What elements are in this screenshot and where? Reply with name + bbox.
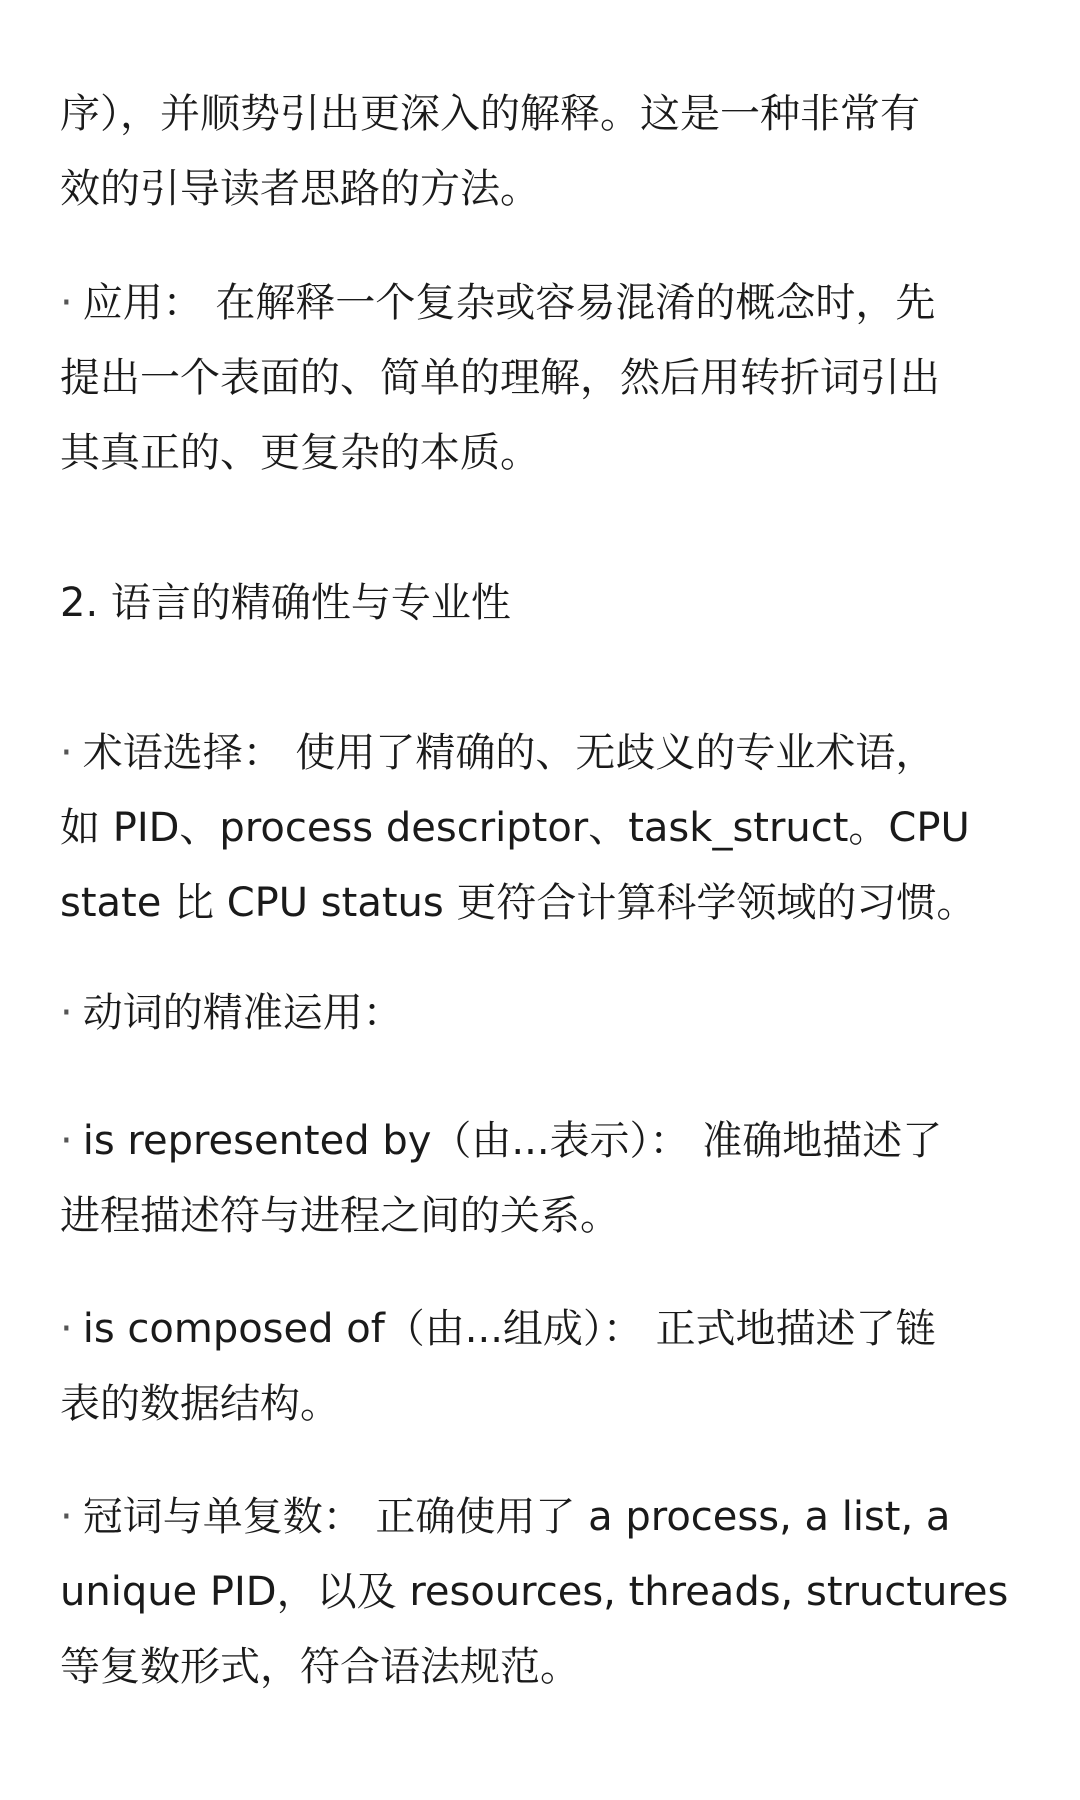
paragraph-terminology	[60, 716, 1020, 941]
paragraph-represented-by	[60, 1104, 1020, 1254]
bullet-dot: ·	[60, 1118, 73, 1164]
text-line: 序），并顺势引出更深入的解释。这是一种非常有	[60, 91, 920, 137]
text-line: 提出一个表面的、简单的理解，然后用转折词引出	[60, 355, 940, 401]
paragraph-apply	[60, 266, 1020, 491]
text-span: 术语选择： 使用了精确的、无歧义的专业术语，	[82, 730, 936, 776]
text-line: 效的引导读者思路的方法。	[60, 166, 540, 212]
text-span: is represented by（由...表示）： 准确地描述了	[82, 1118, 943, 1164]
text-line: state 比 CPU status 更符合计算科学领域的习惯。	[60, 880, 977, 926]
text-span: 应用： 在解释一个复杂或容易混淆的概念时，先	[82, 280, 936, 326]
text-line	[60, 976, 1020, 1051]
text-line: 其真正的、更复杂的本质。	[60, 430, 540, 476]
paragraph-articles	[60, 1480, 1020, 1705]
paragraph-continuation	[60, 77, 1020, 227]
bullet-dot: ·	[60, 1306, 73, 1352]
text-line	[60, 716, 1020, 791]
paragraph-composed-of	[60, 1292, 1020, 1442]
bullet-dot: ·	[60, 730, 73, 776]
text-span: is composed of（由...组成）： 正式地描述了链	[82, 1306, 936, 1352]
text-span: 动词的精准运用：	[82, 990, 403, 1036]
text-line	[60, 1104, 1020, 1179]
bullet-dot: ·	[60, 990, 73, 1036]
text-line: 如 PID、process descriptor、task_struct。CPU	[60, 805, 970, 851]
bullet-dot: ·	[60, 280, 73, 326]
text-line	[60, 1480, 1020, 1555]
text-line	[60, 1292, 1020, 1367]
paragraph-verbs	[60, 976, 1020, 1051]
text-line: unique PID，以及 resources, threads, structures	[60, 1569, 1009, 1615]
text-line	[60, 266, 1020, 341]
text-line: 等复数形式，符合语法规范。	[60, 1644, 580, 1690]
text-span: 冠词与单复数： 正确使用了 a process, a list, a	[82, 1494, 951, 1540]
text-line: 表的数据结构。	[60, 1381, 340, 1427]
section-heading: 2. 语言的精确性与专业性	[60, 580, 511, 626]
text-line: 进程描述符与进程之间的关系。	[60, 1193, 620, 1239]
bullet-dot: ·	[60, 1494, 73, 1540]
